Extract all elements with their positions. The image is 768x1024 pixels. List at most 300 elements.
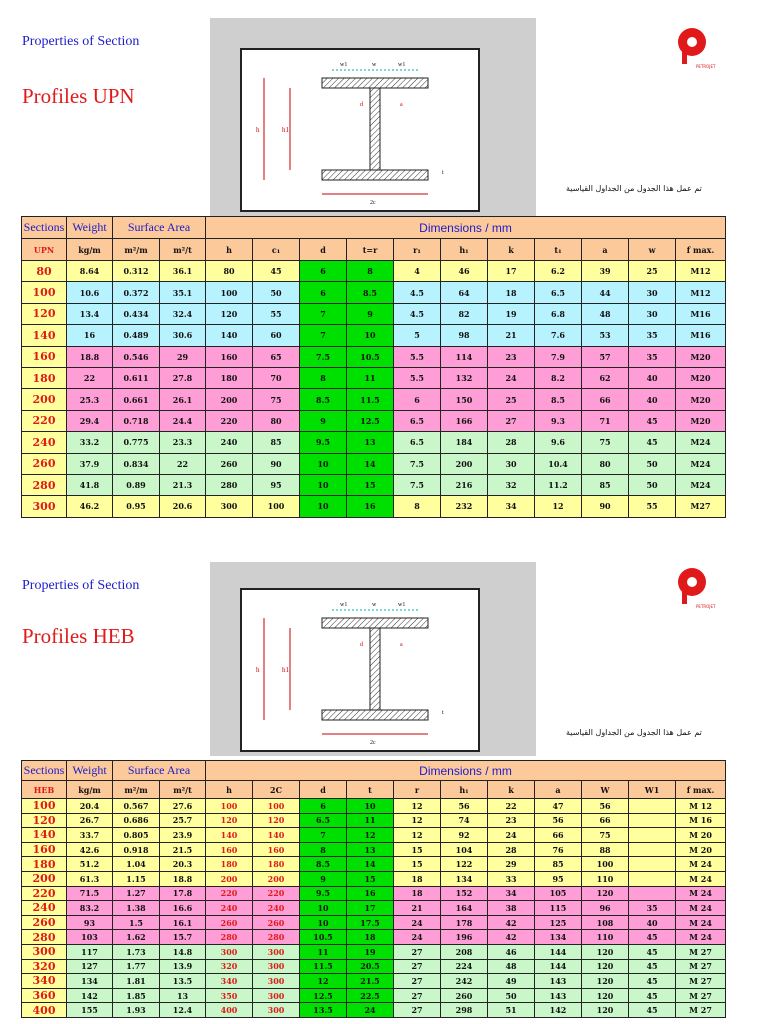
upn-cell-r9-c8: 7.5 (394, 453, 441, 474)
heb-cell-r9-c8: 24 (394, 930, 441, 945)
upn-cell-r6-c1: 25.3 (67, 389, 113, 410)
heb-cell-r5-c8: 18 (394, 871, 441, 886)
heb-cell-r1-c7: 11 (347, 813, 394, 828)
upn-cell-r9-c7: 14 (347, 453, 394, 474)
label-t: t (442, 170, 444, 176)
upn-header-surface-area: Surface Area (113, 217, 206, 239)
heb-cell-r13-c14: M 27 (676, 988, 726, 1003)
heb-cell-r7-c4: 240 (206, 901, 253, 916)
heb-cell-r5-c9: 134 (441, 871, 488, 886)
heb-cell-r9-c4: 280 (206, 930, 253, 945)
heb-cell-r13-c11: 143 (535, 988, 582, 1003)
heb-cell-r3-c4: 160 (206, 842, 253, 857)
upn-cell-r1-c5: 50 (253, 282, 300, 303)
upn-cell-r7-c7: 12.5 (347, 410, 394, 431)
heb-subheader-9: h₁ (441, 781, 488, 799)
heb-cell-r9-c13: 45 (629, 930, 676, 945)
heb-cell-r3-c12: 88 (582, 842, 629, 857)
heb-cell-r8-c4: 260 (206, 915, 253, 930)
heb-subheader-10: k (488, 781, 535, 799)
heb-cell-r12-c12: 120 (582, 974, 629, 989)
upn-cell-r11-c10: 34 (488, 496, 535, 517)
upn-cell-r8-c13: 45 (629, 432, 676, 453)
upn-cell-r6-c12: 66 (582, 389, 629, 410)
upn-cell-r8-c1: 33.2 (67, 432, 113, 453)
heb-cell-r3-c10: 28 (488, 842, 535, 857)
upn-cell-r6-c9: 150 (441, 389, 488, 410)
upn-properties-table (21, 216, 726, 518)
upn-cell-r4-c9: 114 (441, 346, 488, 367)
upn-drawing-panel (210, 18, 536, 216)
upn-cell-r8-c9: 184 (441, 432, 488, 453)
heb-cell-r13-c13: 45 (629, 988, 676, 1003)
upn-cell-r6-c3: 26.1 (160, 389, 206, 410)
label-d: d (360, 102, 363, 108)
upn-cell-r10-c8: 7.5 (394, 474, 441, 495)
upn-cell-r0-c5: 45 (253, 261, 300, 282)
upn-cell-r3-c9: 98 (441, 325, 488, 346)
heb-cell-r14-c13: 45 (629, 1003, 676, 1018)
upn-cell-r3-c2: 0.489 (113, 325, 160, 346)
heb-cell-r4-c5: 180 (253, 857, 300, 872)
upn-beam-diagram (242, 50, 478, 210)
upn-cell-r0-c2: 0.312 (113, 261, 160, 282)
heb-cell-r4-c1: 51.2 (67, 857, 113, 872)
heb-cell-r1-c5: 120 (253, 813, 300, 828)
heb-cell-r2-c0: 140 (22, 828, 67, 843)
label-w1-right: w1 (398, 62, 406, 68)
upn-cell-r4-c4: 160 (206, 346, 253, 367)
heb-cell-r7-c5: 240 (253, 901, 300, 916)
upn-cell-r11-c3: 20.6 (160, 496, 206, 517)
upn-cell-r4-c12: 57 (582, 346, 629, 367)
upn-cell-r3-c5: 60 (253, 325, 300, 346)
heb-cell-r8-c2: 1.5 (113, 915, 160, 930)
heb-cell-r8-c9: 178 (441, 915, 488, 930)
logo-text: PETROJET (696, 64, 716, 69)
heb-cell-r5-c13 (629, 871, 676, 886)
upn-cell-r7-c6: 9 (300, 410, 347, 431)
heb-cell-r13-c3: 13 (160, 988, 206, 1003)
heb-cell-r2-c10: 24 (488, 828, 535, 843)
upn-subheader-1: kg/m (67, 239, 113, 261)
upn-cell-r11-c7: 16 (347, 496, 394, 517)
upn-cell-r8-c7: 13 (347, 432, 394, 453)
heb-cell-r3-c14: M 20 (676, 842, 726, 857)
top-flange (322, 618, 428, 628)
upn-cell-r1-c6: 6 (300, 282, 347, 303)
upn-cell-r9-c0: 260 (22, 453, 67, 474)
heb-cell-r14-c12: 120 (582, 1003, 629, 1018)
upn-cell-r7-c8: 6.5 (394, 410, 441, 431)
upn-cell-r10-c11: 11.2 (535, 474, 582, 495)
upn-cell-r2-c8: 4.5 (394, 303, 441, 324)
upn-cell-r0-c9: 46 (441, 261, 488, 282)
upn-header-dimensions: Dimensions / mm (206, 217, 726, 239)
heb-cell-r11-c6: 11.5 (300, 959, 347, 974)
heb-cell-r7-c9: 164 (441, 901, 488, 916)
upn-cell-r2-c0: 120 (22, 303, 67, 324)
heb-cell-r6-c6: 9.5 (300, 886, 347, 901)
upn-cell-r11-c12: 90 (582, 496, 629, 517)
heb-cell-r7-c11: 115 (535, 901, 582, 916)
heb-cell-r1-c8: 12 (394, 813, 441, 828)
upn-cell-r2-c14: M16 (676, 303, 726, 324)
upn-cell-r8-c10: 28 (488, 432, 535, 453)
heb-cell-r8-c6: 10 (300, 915, 347, 930)
heb-cell-r6-c5: 220 (253, 886, 300, 901)
upn-cell-r6-c14: M20 (676, 389, 726, 410)
upn-cell-r5-c14: M20 (676, 367, 726, 388)
heb-cell-r11-c0: 320 (22, 959, 67, 974)
heb-cell-r12-c10: 49 (488, 974, 535, 989)
heb-cell-r11-c12: 120 (582, 959, 629, 974)
heb-subheader-6: d (300, 781, 347, 799)
heb-cell-r11-c3: 13.9 (160, 959, 206, 974)
heb-cell-r6-c3: 17.8 (160, 886, 206, 901)
heb-cell-r10-c6: 11 (300, 944, 347, 959)
heb-cell-r14-c7: 24 (347, 1003, 394, 1018)
upn-cell-r10-c14: M24 (676, 474, 726, 495)
upn-cell-r2-c9: 82 (441, 303, 488, 324)
heb-cell-r2-c7: 12 (347, 828, 394, 843)
upn-cell-r7-c2: 0.718 (113, 410, 160, 431)
upn-cell-r1-c10: 18 (488, 282, 535, 303)
heb-cell-r0-c6: 6 (300, 799, 347, 814)
upn-cell-r9-c10: 30 (488, 453, 535, 474)
upn-arabic-note: تم عمل هذا الجدول من الجداول القياسية (566, 184, 702, 193)
heb-cell-r10-c3: 14.8 (160, 944, 206, 959)
upn-cell-r9-c1: 37.9 (67, 453, 113, 474)
upn-cell-r1-c14: M12 (676, 282, 726, 303)
upn-subheader-13: w (629, 239, 676, 261)
web (370, 628, 380, 710)
upn-cell-r10-c5: 95 (253, 474, 300, 495)
heb-cell-r8-c14: M 24 (676, 915, 726, 930)
heb-cell-r5-c5: 200 (253, 871, 300, 886)
heb-cell-r0-c2: 0.567 (113, 799, 160, 814)
heb-cell-r10-c13: 45 (629, 944, 676, 959)
upn-cell-r1-c7: 8.5 (347, 282, 394, 303)
label-a: a (400, 102, 403, 108)
heb-cell-r5-c10: 33 (488, 871, 535, 886)
label-t: t (442, 710, 444, 716)
upn-cell-r10-c4: 280 (206, 474, 253, 495)
upn-cell-r4-c5: 65 (253, 346, 300, 367)
heb-cell-r6-c1: 71.5 (67, 886, 113, 901)
heb-drawing-panel (210, 562, 536, 756)
heb-cell-r13-c2: 1.85 (113, 988, 160, 1003)
heb-cell-r10-c14: M 27 (676, 944, 726, 959)
heb-cell-r1-c1: 26.7 (67, 813, 113, 828)
heb-cell-r8-c12: 108 (582, 915, 629, 930)
table-row (22, 303, 726, 324)
upn-cell-r7-c1: 29.4 (67, 410, 113, 431)
label-d: d (360, 642, 363, 648)
upn-cell-r2-c3: 32.4 (160, 303, 206, 324)
upn-cell-r7-c3: 24.4 (160, 410, 206, 431)
heb-header-weight: Weight (67, 761, 113, 781)
upn-cell-r6-c8: 6 (394, 389, 441, 410)
heb-cell-r13-c6: 12.5 (300, 988, 347, 1003)
heb-cell-r12-c11: 143 (535, 974, 582, 989)
upn-cell-r9-c6: 10 (300, 453, 347, 474)
heb-subheader-7: t (347, 781, 394, 799)
heb-cell-r5-c2: 1.15 (113, 871, 160, 886)
upn-cell-r8-c8: 6.5 (394, 432, 441, 453)
heb-cell-r0-c14: M 12 (676, 799, 726, 814)
upn-cell-r3-c3: 30.6 (160, 325, 206, 346)
label-w: w (372, 602, 377, 608)
upn-cell-r8-c5: 85 (253, 432, 300, 453)
upn-cell-r7-c5: 80 (253, 410, 300, 431)
heb-cell-r9-c12: 110 (582, 930, 629, 945)
heb-arabic-note: تم عمل هذا الجدول من الجداول القياسية (566, 728, 702, 737)
upn-cell-r2-c7: 9 (347, 303, 394, 324)
heb-cell-r0-c10: 22 (488, 799, 535, 814)
heb-cell-r0-c1: 20.4 (67, 799, 113, 814)
label-2c: 2c (370, 740, 376, 746)
heb-cell-r2-c14: M 20 (676, 828, 726, 843)
heb-cell-r12-c5: 300 (253, 974, 300, 989)
label-2c: 2c (370, 200, 376, 206)
upn-cell-r9-c2: 0.834 (113, 453, 160, 474)
bottom-flange (322, 170, 428, 180)
table-row (22, 930, 726, 945)
heb-cell-r5-c14: M 24 (676, 871, 726, 886)
table-row (22, 828, 726, 843)
upn-props-title: Properties of Section (22, 34, 140, 49)
upn-cell-r4-c10: 23 (488, 346, 535, 367)
upn-cell-r1-c9: 64 (441, 282, 488, 303)
heb-cell-r13-c10: 50 (488, 988, 535, 1003)
heb-cell-r6-c0: 220 (22, 886, 67, 901)
table-row (22, 901, 726, 916)
heb-cell-r4-c0: 180 (22, 857, 67, 872)
heb-cell-r12-c7: 21.5 (347, 974, 394, 989)
upn-cell-r3-c1: 16 (67, 325, 113, 346)
heb-cell-r11-c2: 1.77 (113, 959, 160, 974)
upn-cell-r8-c3: 23.3 (160, 432, 206, 453)
upn-cell-r9-c13: 50 (629, 453, 676, 474)
heb-cell-r4-c6: 8.5 (300, 857, 347, 872)
heb-cell-r1-c10: 23 (488, 813, 535, 828)
heb-header-sections: Sections (22, 761, 67, 781)
heb-subheader-12: W (582, 781, 629, 799)
upn-cell-r10-c6: 10 (300, 474, 347, 495)
upn-cell-r0-c14: M12 (676, 261, 726, 282)
table-row (22, 432, 726, 453)
heb-cell-r10-c7: 19 (347, 944, 394, 959)
heb-cell-r1-c14: M 16 (676, 813, 726, 828)
heb-cell-r14-c1: 155 (67, 1003, 113, 1018)
upn-cell-r11-c8: 8 (394, 496, 441, 517)
upn-cell-r9-c5: 90 (253, 453, 300, 474)
heb-cell-r10-c1: 117 (67, 944, 113, 959)
heb-cell-r12-c2: 1.81 (113, 974, 160, 989)
heb-cell-r14-c10: 51 (488, 1003, 535, 1018)
upn-cell-r8-c6: 9.5 (300, 432, 347, 453)
heb-cell-r11-c14: M 27 (676, 959, 726, 974)
table-row (22, 474, 726, 495)
heb-cell-r6-c13 (629, 886, 676, 901)
heb-cell-r2-c2: 0.805 (113, 828, 160, 843)
upn-cell-r0-c11: 6.2 (535, 261, 582, 282)
heb-subheader-4: h (206, 781, 253, 799)
upn-cell-r10-c10: 32 (488, 474, 535, 495)
heb-cell-r13-c12: 120 (582, 988, 629, 1003)
upn-cell-r3-c0: 140 (22, 325, 67, 346)
heb-cell-r2-c5: 140 (253, 828, 300, 843)
upn-cell-r1-c13: 30 (629, 282, 676, 303)
upn-subheader-14: f max. (676, 239, 726, 261)
heb-cell-r7-c3: 16.6 (160, 901, 206, 916)
upn-cell-r5-c2: 0.611 (113, 367, 160, 388)
heb-beam-diagram (242, 590, 478, 750)
heb-cell-r6-c8: 18 (394, 886, 441, 901)
upn-cell-r3-c13: 35 (629, 325, 676, 346)
heb-cell-r12-c1: 134 (67, 974, 113, 989)
heb-cell-r13-c4: 350 (206, 988, 253, 1003)
upn-cell-r0-c13: 25 (629, 261, 676, 282)
heb-cell-r2-c6: 7 (300, 828, 347, 843)
heb-cell-r2-c8: 12 (394, 828, 441, 843)
upn-cell-r5-c13: 40 (629, 367, 676, 388)
heb-cell-r8-c13: 40 (629, 915, 676, 930)
upn-cell-r7-c9: 166 (441, 410, 488, 431)
upn-cell-r1-c4: 100 (206, 282, 253, 303)
table-row (22, 813, 726, 828)
upn-cell-r11-c6: 10 (300, 496, 347, 517)
upn-cell-r7-c0: 220 (22, 410, 67, 431)
heb-cell-r0-c5: 100 (253, 799, 300, 814)
heb-section-drawing (240, 588, 480, 752)
upn-subheader-8: r₁ (394, 239, 441, 261)
upn-cell-r2-c13: 30 (629, 303, 676, 324)
upn-cell-r5-c8: 5.5 (394, 367, 441, 388)
upn-cell-r11-c5: 100 (253, 496, 300, 517)
heb-cell-r7-c10: 38 (488, 901, 535, 916)
table-row (22, 944, 726, 959)
heb-cell-r9-c9: 196 (441, 930, 488, 945)
upn-cell-r11-c13: 55 (629, 496, 676, 517)
upn-cell-r10-c7: 15 (347, 474, 394, 495)
heb-cell-r7-c6: 10 (300, 901, 347, 916)
heb-cell-r14-c2: 1.93 (113, 1003, 160, 1018)
heb-subheader-14: f max. (676, 781, 726, 799)
upn-cell-r0-c4: 80 (206, 261, 253, 282)
upn-cell-r4-c3: 29 (160, 346, 206, 367)
upn-cell-r10-c13: 50 (629, 474, 676, 495)
heb-cell-r7-c1: 83.2 (67, 901, 113, 916)
upn-subheader-11: t₁ (535, 239, 582, 261)
upn-cell-r11-c14: M27 (676, 496, 726, 517)
heb-cell-r5-c4: 200 (206, 871, 253, 886)
table-row (22, 915, 726, 930)
heb-petrojet-logo (676, 566, 716, 619)
upn-cell-r0-c8: 4 (394, 261, 441, 282)
heb-cell-r7-c2: 1.38 (113, 901, 160, 916)
upn-cell-r1-c12: 44 (582, 282, 629, 303)
upn-cell-r10-c9: 216 (441, 474, 488, 495)
heb-cell-r3-c1: 42.6 (67, 842, 113, 857)
heb-cell-r12-c0: 340 (22, 974, 67, 989)
upn-subheader-5: c₁ (253, 239, 300, 261)
heb-cell-r14-c0: 400 (22, 1003, 67, 1018)
heb-cell-r6-c2: 1.27 (113, 886, 160, 901)
upn-cell-r9-c9: 200 (441, 453, 488, 474)
heb-cell-r3-c2: 0.918 (113, 842, 160, 857)
upn-cell-r4-c0: 160 (22, 346, 67, 367)
upn-cell-r1-c2: 0.372 (113, 282, 160, 303)
upn-subheader-7: t=r (347, 239, 394, 261)
upn-cell-r0-c3: 36.1 (160, 261, 206, 282)
upn-cell-r6-c4: 200 (206, 389, 253, 410)
heb-cell-r10-c5: 300 (253, 944, 300, 959)
heb-cell-r0-c8: 12 (394, 799, 441, 814)
upn-cell-r4-c6: 7.5 (300, 346, 347, 367)
upn-cell-r9-c3: 22 (160, 453, 206, 474)
heb-cell-r13-c5: 300 (253, 988, 300, 1003)
upn-cell-r7-c11: 9.3 (535, 410, 582, 431)
heb-cell-r5-c3: 18.8 (160, 871, 206, 886)
heb-cell-r8-c8: 24 (394, 915, 441, 930)
heb-cell-r10-c10: 46 (488, 944, 535, 959)
upn-subheader-12: a (582, 239, 629, 261)
upn-cell-r0-c10: 17 (488, 261, 535, 282)
heb-cell-r2-c4: 140 (206, 828, 253, 843)
heb-cell-r9-c2: 1.62 (113, 930, 160, 945)
upn-cell-r2-c4: 120 (206, 303, 253, 324)
upn-cell-r4-c2: 0.546 (113, 346, 160, 367)
upn-cell-r9-c14: M24 (676, 453, 726, 474)
upn-cell-r10-c1: 41.8 (67, 474, 113, 495)
heb-cell-r0-c13 (629, 799, 676, 814)
upn-cell-r6-c2: 0.661 (113, 389, 160, 410)
table-row (22, 282, 726, 303)
heb-cell-r11-c13: 45 (629, 959, 676, 974)
heb-cell-r1-c13 (629, 813, 676, 828)
heb-cell-r11-c4: 320 (206, 959, 253, 974)
heb-cell-r9-c10: 42 (488, 930, 535, 945)
heb-cell-r4-c11: 85 (535, 857, 582, 872)
upn-subheader-6: d (300, 239, 347, 261)
heb-subheader-13: W1 (629, 781, 676, 799)
table-row (22, 988, 726, 1003)
heb-cell-r12-c6: 12 (300, 974, 347, 989)
upn-subheader-3: m²/t (160, 239, 206, 261)
heb-cell-r13-c0: 360 (22, 988, 67, 1003)
heb-subheader-row (22, 781, 726, 799)
heb-cell-r14-c11: 142 (535, 1003, 582, 1018)
heb-cell-r7-c12: 96 (582, 901, 629, 916)
heb-cell-r12-c8: 27 (394, 974, 441, 989)
heb-cell-r0-c0: 100 (22, 799, 67, 814)
upn-cell-r1-c11: 6.5 (535, 282, 582, 303)
upn-cell-r11-c0: 300 (22, 496, 67, 517)
heb-cell-r5-c11: 95 (535, 871, 582, 886)
table-row (22, 871, 726, 886)
upn-subheader-row (22, 239, 726, 261)
heb-cell-r3-c8: 15 (394, 842, 441, 857)
heb-cell-r5-c1: 61.3 (67, 871, 113, 886)
upn-cell-r3-c7: 10 (347, 325, 394, 346)
heb-cell-r13-c1: 142 (67, 988, 113, 1003)
heb-cell-r0-c11: 47 (535, 799, 582, 814)
upn-cell-r8-c11: 9.6 (535, 432, 582, 453)
heb-cell-r2-c3: 23.9 (160, 828, 206, 843)
heb-cell-r3-c13 (629, 842, 676, 857)
